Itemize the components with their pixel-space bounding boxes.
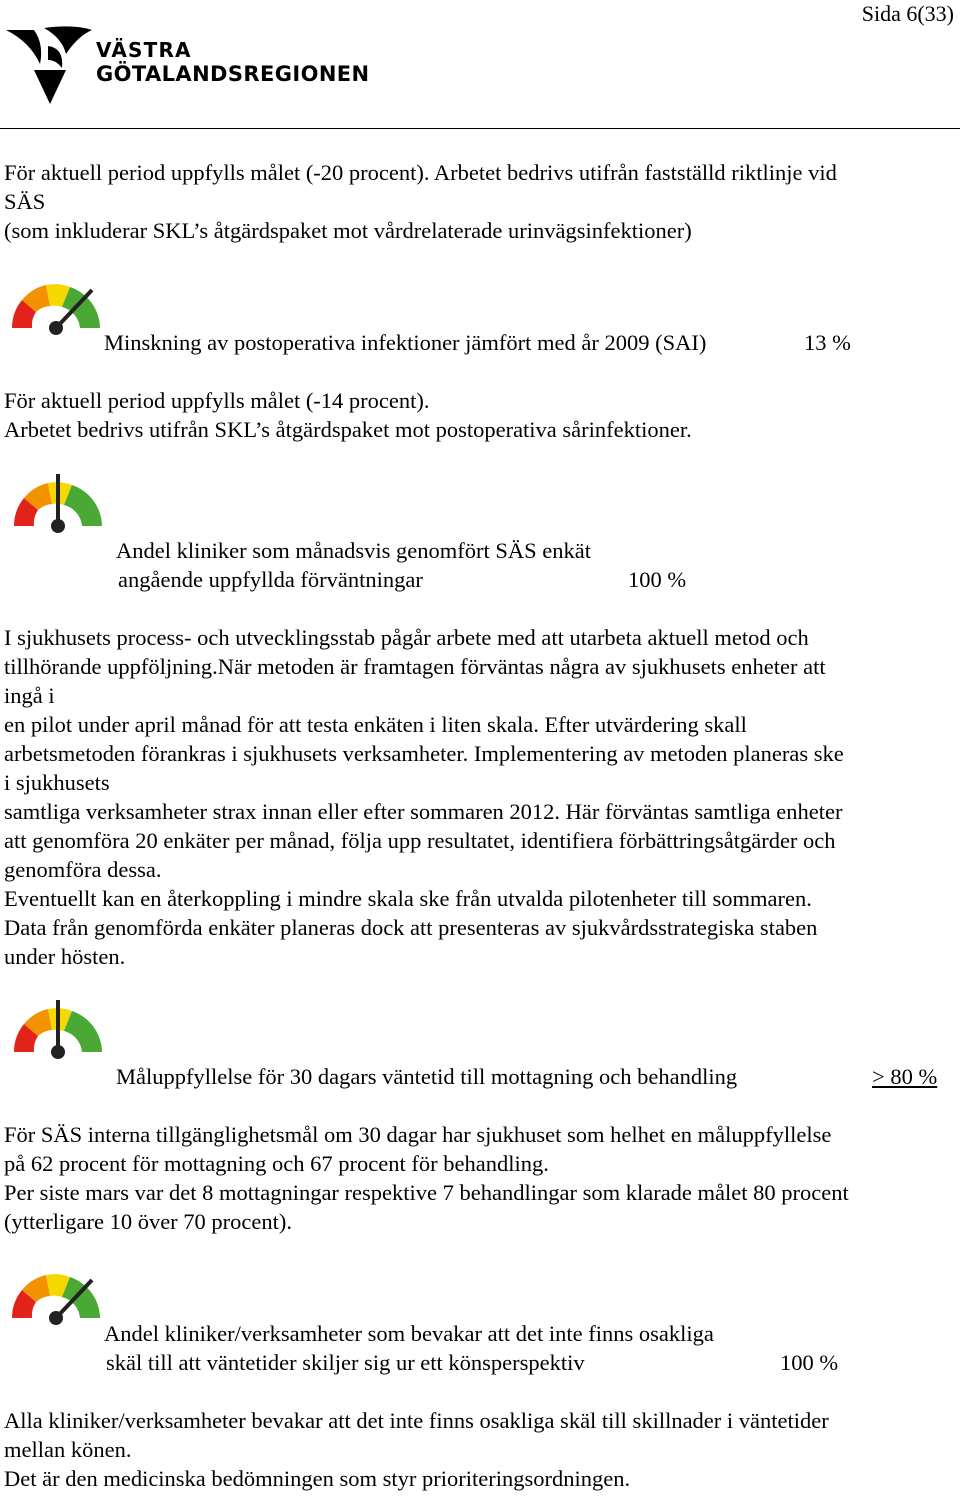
goal-value: 100 % xyxy=(628,567,687,592)
logo-wordmark xyxy=(96,38,370,86)
speedometer-gauge-icon xyxy=(6,1266,106,1342)
text-line: (som inkluderar SKL’s åtgärdspaket mot vårdrelaterade urinvägsinfektioner) xyxy=(4,218,692,243)
text-line: För aktuell period uppfylls målet (-20 procent). Arbetet bedrivs utifrån fastställd riktlinje vid xyxy=(4,160,837,185)
text-line: För aktuell period uppfylls målet (-14 procent). xyxy=(4,388,430,413)
text-line: Alla kliniker/verksamheter bevakar att det inte finns osakliga skäl till skillnader i väntetider xyxy=(4,1408,829,1433)
goal-label: Måluppfyllelse för 30 dagars väntetid till mottagning och behandling xyxy=(116,1064,738,1089)
text-line: samtliga verksamheter strax innan eller efter sommaren 2012. Här förväntas samtliga enheter xyxy=(4,799,843,824)
text-line: Arbetet bedrivs utifrån SKL’s åtgärdspaket mot postoperativa sårinfektioner. xyxy=(4,417,692,442)
goal-value: 13 % xyxy=(804,330,851,355)
speedometer-gauge-icon xyxy=(8,470,108,546)
text-line: genomföra dessa. xyxy=(4,857,162,882)
text-line: Data från genomförda enkäter planeras dock att presenteras av sjukvårdsstrategiska staben xyxy=(4,915,818,940)
goal-label-line-1: Andel kliniker/verksamheter som bevakar att det inte finns osakliga xyxy=(104,1321,714,1346)
speedometer-gauge-icon xyxy=(6,276,106,352)
text-line: Per siste mars var det 8 mottagningar respektive 7 behandlingar som klarade målet 80 procent xyxy=(4,1180,849,1205)
logo-line-2: GÖTALANDSREGIONEN xyxy=(96,62,370,86)
text-line: att genomföra 20 enkäter per månad, följa upp resultatet, identifiera förbättringsåtgärder och xyxy=(4,828,836,853)
page-number: Sida 6(33) xyxy=(861,1,954,26)
text-line: arbetsmetoden förankras i sjukhusets verksamheter. Implementering av metoden planeras ske xyxy=(4,741,844,766)
text-line: För SÄS interna tillgänglighetsmål om 30 dagar har sjukhuset som helhet en måluppfyllelse xyxy=(4,1122,832,1147)
text-line: Eventuellt kan en återkoppling i mindre skala ske från utvalda pilotenheter till sommaren. xyxy=(4,886,812,911)
text-line: I sjukhusets process- och utvecklingsstab pågår arbete med att utarbeta aktuell metod och xyxy=(4,625,809,650)
goal-label-line-2: skäl till att väntetider skiljer sig ur ett könsperspektiv xyxy=(106,1350,585,1375)
speedometer-gauge-icon xyxy=(8,996,108,1072)
goal-label-line-2: angående uppfyllda förväntningar xyxy=(118,567,423,592)
text-line: ingå i xyxy=(4,683,55,708)
section-3-text xyxy=(4,623,956,971)
text-line: mellan könen. xyxy=(4,1437,132,1462)
goal-label-line-1: Andel kliniker som månadsvis genomfört SÄS enkät xyxy=(116,538,591,563)
text-line: Det är den medicinska bedömningen som styr prioriteringsordningen. xyxy=(4,1466,631,1491)
vgr-logo-icon xyxy=(4,24,96,106)
text-line: SÄS xyxy=(4,189,46,214)
text-line: (ytterligare 10 över 70 procent). xyxy=(4,1209,293,1234)
section-4-text xyxy=(4,1120,956,1236)
header-divider xyxy=(0,128,960,129)
goal-label: Minskning av postoperativa infektioner jämfört med år 2009 (SAI) xyxy=(104,330,707,355)
text-line: på 62 procent för mottagning och 67 procent för behandling. xyxy=(4,1151,549,1176)
text-line: under hösten. xyxy=(4,944,126,969)
text-line: tillhörande uppföljning.När metoden är framtagen förväntas några av sjukhusets enheter att xyxy=(4,654,826,679)
text-line: en pilot under april månad för att testa enkäten i liten skala. Efter utvärdering skall xyxy=(4,712,747,737)
goal-value: > 80 % xyxy=(872,1064,938,1089)
vgr-logo xyxy=(4,24,384,106)
text-line: i sjukhusets xyxy=(4,770,110,795)
section-2-text xyxy=(4,386,956,444)
logo-line-1: VÄSTRA xyxy=(96,38,192,62)
section-1-text xyxy=(4,158,956,245)
goal-value: 100 % xyxy=(780,1350,839,1375)
section-5-text xyxy=(4,1406,956,1493)
